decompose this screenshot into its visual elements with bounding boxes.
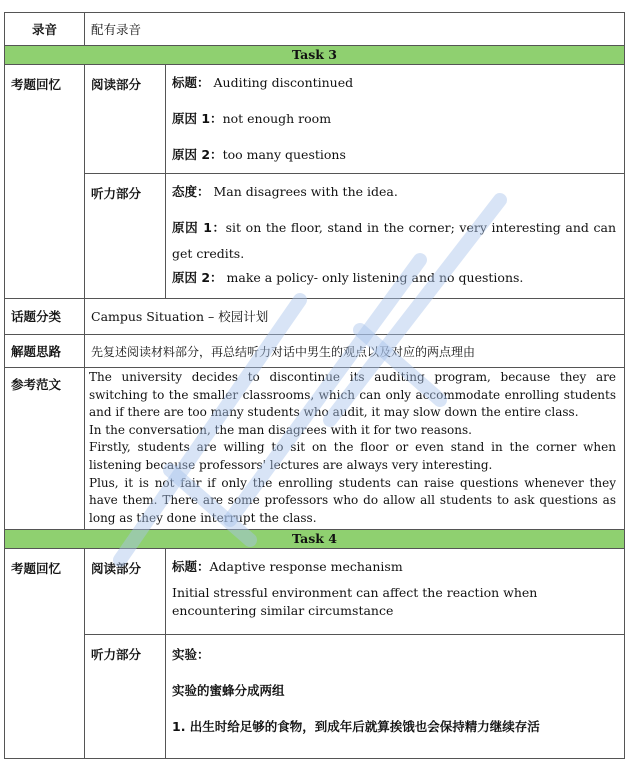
task3-approach-row [5, 335, 625, 368]
task4-header: Task 4 [5, 530, 625, 549]
reason1-key: 原因 1： [172, 220, 226, 235]
experiment-heading: 实验： [172, 647, 210, 662]
task4-header-row [5, 530, 625, 549]
task3-listening-content [166, 174, 625, 299]
task4-reading-content [166, 549, 625, 635]
recording-value: 配有录音 [85, 13, 625, 46]
topic-label: 话题分类 [5, 299, 85, 335]
task4-reading-label: 阅读部分 [85, 549, 166, 635]
task3-header-row [5, 46, 625, 65]
task4-reading-desc: Initial stressful environment can affect the reaction when encountering similar circumstance [172, 585, 538, 618]
experiment-groups: 实验的蜜蜂分成两组 [172, 683, 285, 698]
task3-sample-row [5, 368, 625, 530]
topic-value: Campus Situation – 校园计划 [85, 299, 625, 335]
title-value: Adaptive response mechanism [209, 559, 403, 574]
task3-recall-label: 考题回忆 [5, 65, 85, 299]
task3-reading-row [5, 65, 625, 174]
sample-paragraph-3: Firstly, students are willing to sit on the floor or even stand in the corner when listening because professors' lectures are always very interesting. [89, 440, 616, 472]
reason2-key: 原因 2： [172, 147, 223, 162]
task3-reading-content [166, 65, 625, 174]
attitude-key: 态度： [172, 184, 210, 199]
task4-listening-row [5, 635, 625, 759]
reason1-value: sit on the floor, stand in the corner; very interesting and can get credits. [172, 220, 616, 261]
title-key: 标题： [172, 559, 210, 574]
sample-paragraph-4: Plus, it is not fair if only the enrolling students can raise questions whenever they have them. There are some professors who do allow all students to ask questions as long as they done interrupt the class. [89, 475, 616, 525]
task3-listening-label: 听力部分 [85, 174, 166, 299]
task3-listening-row [5, 174, 625, 299]
task3-attitude [172, 183, 616, 219]
task4-reading-title [172, 558, 616, 584]
reason1-key: 原因 1： [172, 111, 223, 126]
task3-reading-reason2 [172, 146, 616, 164]
sample-paragraph-2: In the conversation, the man disagrees with it for two reasons. [89, 422, 472, 437]
reason2-key: 原因 2： [172, 270, 223, 285]
task4-listening-content [166, 635, 625, 759]
approach-label: 解题思路 [5, 335, 85, 368]
attitude-value: Man disagrees with the idea. [213, 184, 398, 199]
task3-reading-label: 阅读部分 [85, 65, 166, 174]
reason1-value: not enough room [222, 111, 332, 126]
sample-paragraph-1: The university decides to discontinue its auditing program, because they are switching to the smaller classrooms, which can only accommodate enrolling students and if there are too many students who audit, it may slow down the entire class. [89, 370, 616, 420]
task3-reading-title [172, 74, 616, 110]
task3-topic-row [5, 299, 625, 335]
reason2-value: make a policy- only listening and no questions. [226, 270, 524, 285]
reason2-value: too many questions [222, 147, 346, 162]
experiment-item-1: 1. 出生时给足够的食物，到成年后就算挨饿也会保持精力继续存活 [172, 719, 540, 734]
task4-recall-label: 考题回忆 [5, 549, 85, 759]
title-value: Auditing discontinued [213, 75, 354, 90]
task3-header: Task 3 [5, 46, 625, 65]
task3-listening-reason1 [172, 215, 616, 267]
task3-listening-reason2 [172, 269, 616, 287]
title-key: 标题： [172, 75, 210, 90]
approach-value: 先复述阅读材料部分，再总结听力对话中男生的观点以及对应的两点理由 [85, 335, 625, 368]
task4-listening-label: 听力部分 [85, 635, 166, 759]
sample-label: 参考范文 [5, 368, 85, 530]
task4-reading-row [5, 549, 625, 635]
notes-table [4, 12, 625, 759]
recording-row [5, 13, 625, 46]
task3-reading-reason1 [172, 110, 616, 146]
sample-text [85, 368, 625, 530]
recording-label: 录音 [5, 13, 85, 46]
